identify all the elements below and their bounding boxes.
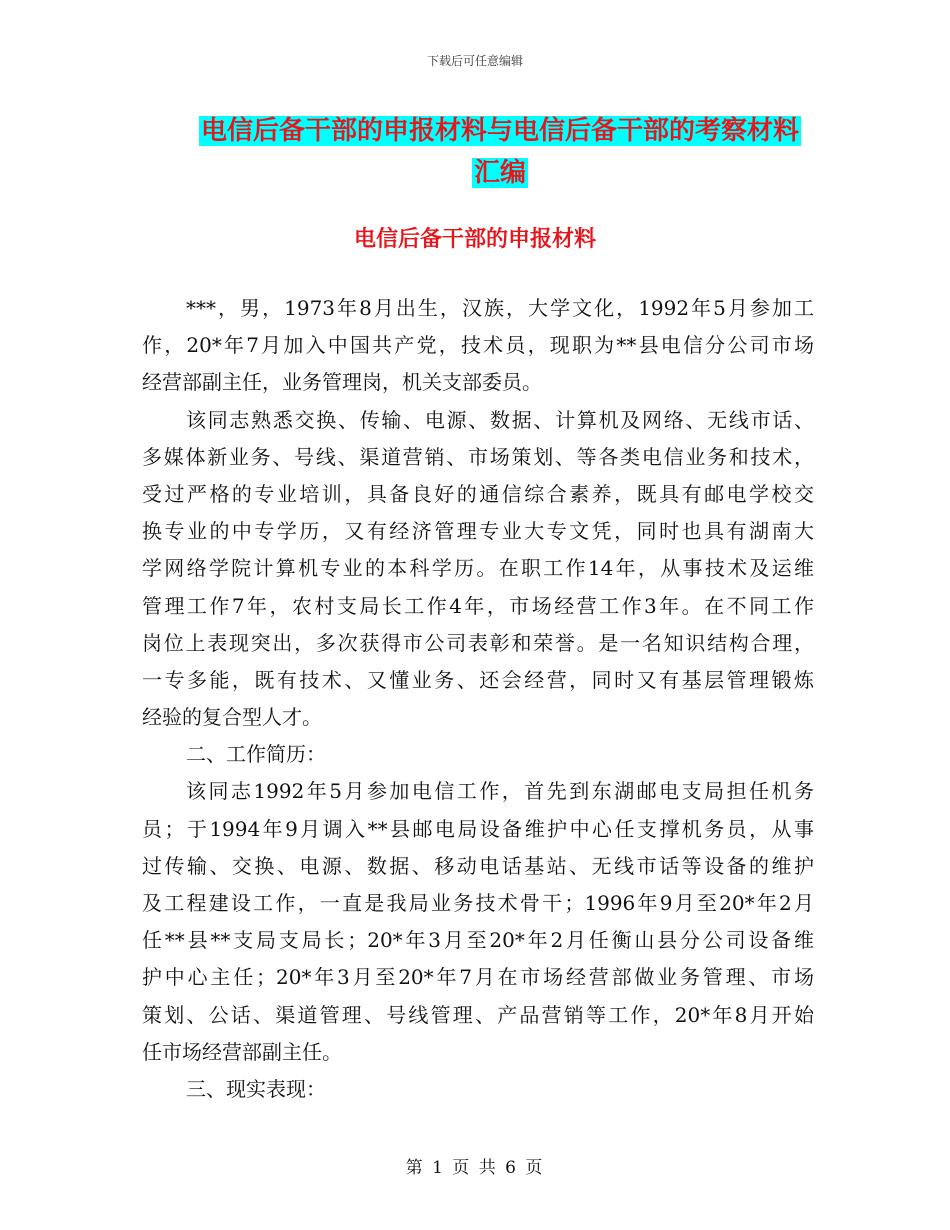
section-title: 电信后备干部的申报材料 <box>353 227 596 252</box>
paragraph-line: 岗位上表现突出，多次获得市公司表彰和荣誉。是一名知识结构合理， <box>142 630 814 655</box>
paragraph-line: 换专业的中专学历，又有经济管理专业大专文凭，同时也具有湖南大 <box>142 519 814 544</box>
paragraph-line: 受过严格的专业培训，具备良好的通信综合素养，既具有邮电学校交 <box>142 481 814 506</box>
document-title-line-2: 汇编 <box>473 158 526 188</box>
section-heading: 二、工作简历： <box>186 742 326 767</box>
paragraph-line: 护中心主任；20*年3月至20*年7月在市场经营部做业务管理、市场 <box>142 965 814 990</box>
paragraph-line: 及工程建设工作，一直是我局业务技术骨干；1996年9月至20*年2月 <box>142 891 814 915</box>
paragraph-line: 该同志熟悉交换、传输、电源、数据、计算机及网络、无线市话、 <box>186 407 814 432</box>
paragraph-line: 一专多能，既有技术、又懂业务、还会经营，同时又有基层管理锻炼 <box>142 667 814 692</box>
paragraph-line: 学网络学院计算机专业的本科学历。在职工作14年，从事技术及运维 <box>142 556 814 581</box>
document-title-line-1: 电信后备干部的申报材料与电信后备干部的考察材料 <box>200 116 799 146</box>
header-note: 下载后可任意编辑 <box>426 54 523 68</box>
paragraph-line: 多媒体新业务、号线、渠道营销、市场策划、等各类电信业务和技术， <box>142 444 814 469</box>
document-title <box>150 110 850 194</box>
paragraph-line: 过传输、交换、电源、数据、移动电话基站、无线市话等设备的维护 <box>142 853 814 878</box>
section-heading: 三、现实表现： <box>186 1076 326 1101</box>
paragraph-line: 经营部副主任，业务管理岗，机关支部委员。 <box>142 370 542 395</box>
paragraph-line: 任市场经营部副主任。 <box>142 1039 342 1064</box>
paragraph-line: 管理工作7年，农村支局长工作4年，市场经营工作3年。在不同工作 <box>142 593 814 618</box>
paragraph-line: 员；于1994年9月调入**县邮电局设备维护中心任支撑机务员，从事 <box>142 816 814 841</box>
body-text <box>142 290 814 1108</box>
paragraph-line: 任**县**支局支局长；20*年3月至20*年2月任衡山县分公司设备维 <box>142 928 814 953</box>
paragraph-line: 经验的复合型人才。 <box>142 705 322 730</box>
paragraph-line: 策划、公话、渠道管理、号线管理、产品营销等工作，20*年8月开始 <box>142 1002 814 1027</box>
paragraph-line: ***，男，1973年8月出生，汉族，大学文化，1992年5月参加工 <box>186 296 814 320</box>
paragraph-line: 该同志1992年5月参加电信工作，首先到东湖邮电支局担任机务 <box>186 779 814 804</box>
paragraph-line: 作，20*年7月加入中国共产党，技术员，现职为**县电信分公司市场 <box>142 333 814 358</box>
page-footer: 第 1 页 共 6 页 <box>405 1158 545 1178</box>
